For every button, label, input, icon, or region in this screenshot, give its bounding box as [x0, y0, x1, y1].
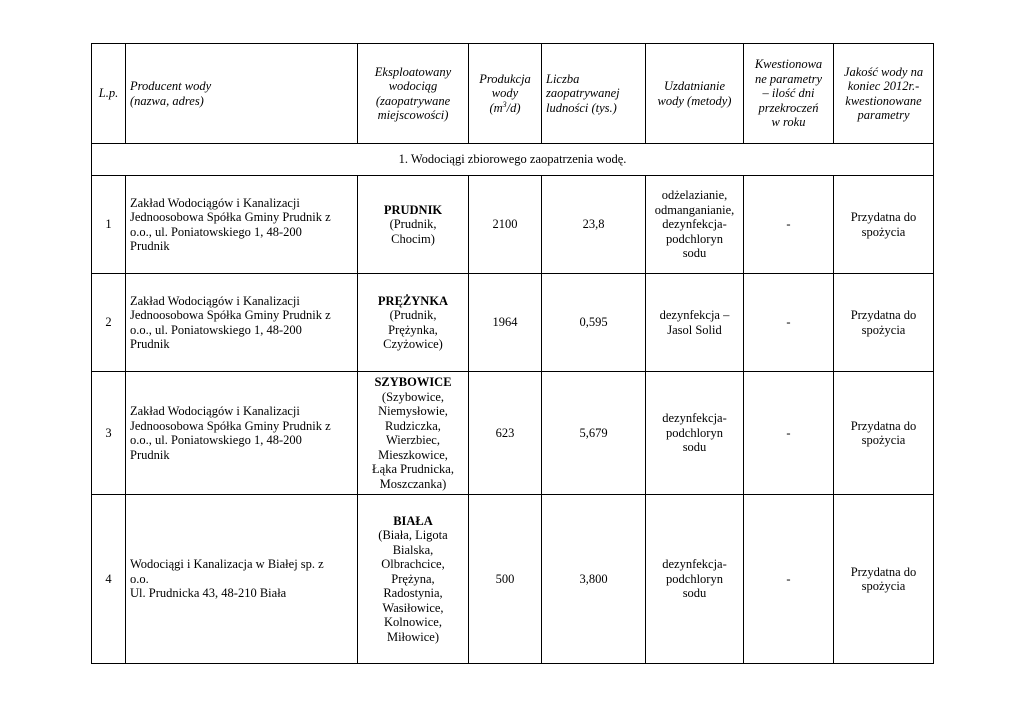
- cell-jakosc: [834, 274, 934, 372]
- cell-wodociag: [358, 372, 469, 495]
- header-ludnosc: [542, 44, 646, 144]
- cell-kwestionowane: -: [744, 176, 834, 274]
- cell-kwestionowane: -: [744, 372, 834, 495]
- text-line: dezynfekcja-: [662, 217, 727, 232]
- text-line: Przydatna do: [850, 210, 917, 224]
- text-line: podchloryn: [666, 571, 723, 586]
- text-line: o.o., ul. Poniatowskiego 1, 48-200: [130, 224, 302, 239]
- text-line: Prudnik: [130, 447, 170, 462]
- text-line: sodu: [682, 586, 707, 601]
- text-line: Ul. Prudnicka 43, 48-210 Biała: [130, 586, 287, 601]
- text-line: Uzdatnianie: [663, 79, 726, 93]
- text-line: Przydatna do: [850, 564, 917, 579]
- text-line: spożycia: [861, 224, 906, 239]
- cell-producent: [126, 372, 358, 495]
- text-line: Jednoosobowa Spółka Gminy Prudnik z: [130, 418, 331, 433]
- text-line: – ilość dni: [762, 86, 815, 101]
- text-line: Kwestionowa: [754, 57, 823, 72]
- text-line: Producent wody: [130, 79, 212, 93]
- text-line: podchloryn: [666, 231, 723, 246]
- cell-wodociag: [358, 495, 469, 664]
- text-line: Wasiłowice,: [382, 600, 444, 615]
- cell-uzdatnianie: [646, 274, 744, 372]
- text-line: Czyżowice): [383, 337, 443, 351]
- text-line: Zakład Wodociągów i Kanalizacji: [130, 293, 300, 308]
- text-line: Zakład Wodociągów i Kanalizacji: [130, 195, 300, 210]
- wodociag-name: PRUDNIK: [383, 202, 443, 217]
- cell-lp: 2: [92, 274, 126, 372]
- wodociag-name: PRĘŻYNKA: [377, 293, 449, 308]
- text-line: Olbrachcice,: [381, 557, 445, 572]
- text-line: parametry: [857, 108, 910, 122]
- text-line: Liczba: [546, 71, 580, 86]
- text-line: o.o., ul. Poniatowskiego 1, 48-200: [130, 433, 302, 447]
- cell-produkcja: 623: [469, 372, 542, 495]
- text-line: Zakład Wodociągów i Kanalizacji: [130, 404, 300, 418]
- cell-lp: 4: [92, 495, 126, 664]
- text-line: dezynfekcja –: [659, 308, 730, 322]
- table-row: [92, 176, 934, 274]
- text-line: spożycia: [861, 322, 906, 337]
- text-line: Prudnik: [130, 337, 170, 351]
- text-line: o.o.: [130, 571, 149, 586]
- text-line: Jasol Solid: [667, 322, 722, 337]
- wodociag-name: BIAŁA: [393, 513, 433, 528]
- text-line: Prężyna,: [391, 571, 435, 586]
- text-line: spożycia: [861, 579, 906, 593]
- cell-ludnosc: 23,8: [542, 176, 646, 274]
- table-row: [92, 372, 934, 495]
- text-line: przekroczeń: [758, 100, 819, 115]
- header-produkcja: [469, 44, 542, 144]
- text-line: sodu: [682, 440, 707, 455]
- text-line: Prężynka,: [388, 322, 438, 337]
- cell-produkcja: 2100: [469, 176, 542, 274]
- text-line: Chocim): [391, 231, 435, 246]
- text-line: kwestionowane: [845, 93, 922, 108]
- text-line: sodu: [682, 246, 707, 261]
- text-line: (Biała, Ligota: [378, 528, 448, 543]
- text-line: (Szybowice,: [381, 389, 445, 404]
- text-line: ludności (tys.): [546, 100, 617, 115]
- text-line: (Prudnik,: [389, 217, 437, 232]
- text-line: wodociąg: [388, 79, 438, 93]
- text-line: spożycia: [861, 433, 906, 447]
- text-line: o.o., ul. Poniatowskiego 1, 48-200: [130, 322, 302, 337]
- text-line: Moszczanka): [379, 476, 447, 491]
- header-producent: [126, 44, 358, 144]
- header-jakosc: [834, 44, 934, 144]
- wodociag-name: SZYBOWICE: [374, 375, 452, 389]
- header-row: [92, 44, 934, 144]
- cell-producent: [126, 274, 358, 372]
- text-line: w roku: [771, 115, 806, 130]
- cell-kwestionowane: -: [744, 495, 834, 664]
- header-produkcja-unit: $(m^3/d)$: [489, 99, 521, 115]
- cell-jakosc: [834, 495, 934, 664]
- section-title: 1. Wodociągi zbiorowego zaopatrzenia wodę.: [92, 144, 934, 176]
- text-line: Przydatna do: [850, 308, 917, 322]
- cell-jakosc: [834, 372, 934, 495]
- cell-lp: 3: [92, 372, 126, 495]
- text-line: wody: [491, 86, 519, 101]
- text-line: Bialska,: [392, 542, 434, 557]
- text-line: Przydatna do: [850, 418, 917, 433]
- cell-kwestionowane: -: [744, 274, 834, 372]
- cell-uzdatnianie: [646, 176, 744, 274]
- text-line: Niemysłowie,: [378, 404, 448, 418]
- text-line: Łąka Prudnicka,: [372, 462, 454, 476]
- text-line: Mieszkowice,: [378, 447, 448, 462]
- header-wodociag: [358, 44, 469, 144]
- text-line: miejscowości): [377, 108, 449, 122]
- cell-produkcja: 500: [469, 495, 542, 664]
- header-uzdatnianie: [646, 44, 744, 144]
- cell-uzdatnianie: [646, 372, 744, 495]
- text-line: Radostynia,: [383, 586, 443, 601]
- text-line: Prudnik: [130, 239, 170, 253]
- text-line: Rudziczka,: [385, 418, 441, 433]
- text-line: podchloryn: [666, 425, 723, 440]
- text-line: Eksploatowany: [374, 64, 452, 79]
- text-line: (Prudnik,: [389, 308, 437, 322]
- text-line: (zaopatrywane: [375, 93, 451, 108]
- cell-wodociag: [358, 176, 469, 274]
- table-row: [92, 274, 934, 372]
- header-kwestionowane: [744, 44, 834, 144]
- cell-lp: 1: [92, 176, 126, 274]
- cell-jakosc: [834, 176, 934, 274]
- text-line: Jednoosobowa Spółka Gminy Prudnik z: [130, 308, 331, 322]
- text-line: koniec 2012r.-: [847, 79, 920, 93]
- cell-ludnosc: 3,800: [542, 495, 646, 664]
- text-line: Jakość wody na: [843, 64, 924, 79]
- cell-producent: [126, 176, 358, 274]
- text-line: Kolnowice,: [384, 615, 442, 630]
- header-lp: L.p.: [92, 44, 126, 144]
- cell-uzdatnianie: [646, 495, 744, 664]
- section-row: [92, 144, 934, 176]
- cell-produkcja: 1964: [469, 274, 542, 372]
- text-line: dezynfekcja-: [662, 411, 727, 426]
- cell-ludnosc: 0,595: [542, 274, 646, 372]
- text-line: Produkcja: [479, 71, 531, 86]
- text-line: Wierzbiec,: [386, 433, 440, 447]
- table-row: [92, 495, 934, 664]
- text-line: ne parametry: [755, 71, 822, 86]
- text-line: wody (metody): [657, 93, 732, 108]
- text-line: (nazwa, adres): [130, 93, 204, 108]
- text-line: zaopatrywanej: [546, 86, 620, 101]
- text-line: odmanganianie,: [654, 202, 735, 217]
- text-line: dezynfekcja-: [662, 557, 727, 572]
- text-line: Miłowice): [386, 629, 440, 644]
- text-line: Wodociągi i Kanalizacja w Białej sp. z: [130, 557, 324, 572]
- water-supply-table: [91, 43, 934, 664]
- document-page: [91, 43, 933, 664]
- cell-ludnosc: 5,679: [542, 372, 646, 495]
- cell-producent: [126, 495, 358, 664]
- text-line: Jednoosobowa Spółka Gminy Prudnik z: [130, 210, 331, 224]
- text-line: odżelazianie,: [661, 188, 728, 203]
- cell-wodociag: [358, 274, 469, 372]
